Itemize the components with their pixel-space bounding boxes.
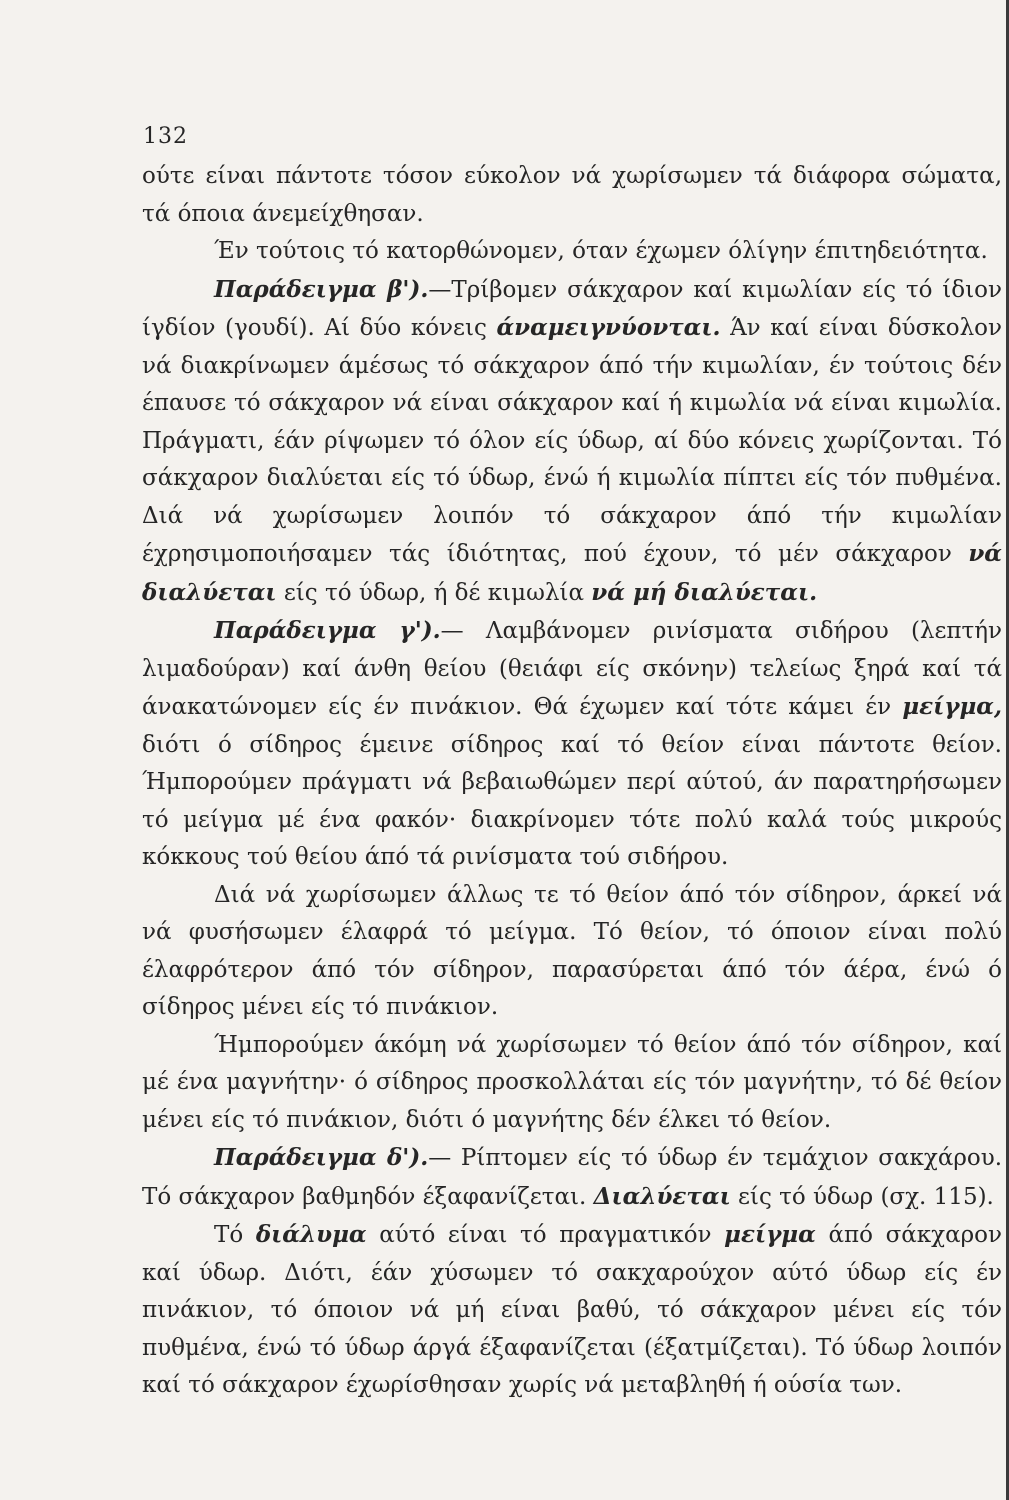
text-run: διότι ό σίδηρος έμεινε σίδηρος καί τό θείον είναι πάντοτε θείον. Ήμπορούμεν πράγματι νά βεβαιωθώμεν περί αύτού, άν παρατηρήσωμεν τό μείγμα μέ ένα φακόν· διακρίνομεν τότε πολύ καλά τούς μικρούς κόκκους τού θείου άπό τά ρινίσματα τού σιδήρου.: [142, 731, 1002, 870]
text-run: Άν καί είναι δύσκολον νά διακρίνωμεν άμέσως τό σάκχαρον άπό τήν κιμωλίαν, έν τούτοις δέν έπαυσε τό σάκχαρον νά είναι σάκχαρον καί ή κιμωλία νά είναι κιμωλία. Πράγματι, έάν ρίψωμεν τό όλον είς ύδωρ, αί δύο κόνεις χωρίζονται. Τό σάκχαρον διαλύεται είς τό ύδωρ, ένώ ή κιμωλία πίπτει είς τόν πυθμένα. Διά νά χωρίσωμεν λοιπόν τό σάκχαρον άπό τήν κιμωλίαν έχρησιμοποιήσαμεν τάς ίδιότητας, πού έχουν, τό μέν σάκχαρον: [142, 315, 1002, 567]
body-text: [142, 158, 1002, 1405]
text-run: Έν τούτοις τό κατορθώνομεν, όταν έχωμεν όλίγην έπιτηδειότητα.: [214, 238, 988, 264]
emphasis: Διαλύεται: [593, 1182, 731, 1210]
paragraph: [142, 612, 1002, 877]
text-run: είς τό ύδωρ, ή δέ κιμωλία: [276, 579, 592, 606]
paragraph: [142, 1216, 1002, 1405]
paragraph: [142, 233, 1002, 271]
emphasis: άναμειγνύονται.: [496, 314, 721, 341]
text-run: είς τό ύδωρ (σχ. 115).: [730, 1183, 994, 1210]
paragraph: [142, 877, 1002, 1027]
paragraph: [142, 158, 1002, 233]
text-run: αύτό είναι τό πραγματικόν: [366, 1222, 725, 1248]
emphasis: μείγμα,: [902, 693, 1002, 720]
text-run: —Τρίβομεν σάκχαρον καί κιμωλίαν είς τό ίδιον ίγδίον (γουδί). Αί δύο κόνεις: [142, 276, 1003, 341]
emphasis: μείγμα: [724, 1221, 816, 1248]
text-run: Ήμπορούμεν άκόμη νά χωρίσωμεν τό θείον άπό τόν σίδηρον, καί μέ ένα μαγνήτην· ό σίδηρος προσκολλάται είς τόν μαγνήτην, τό δέ θείον μένει είς τό πινάκιον, διότι ό μαγνήτης δέν έλκει τό θείον.: [142, 1031, 1002, 1133]
text-run: Διά νά χωρίσωμεν άλλως τε τό θείον άπό τόν σίδηρον, άρκεί νά νά φυσήσωμεν έλαφρά τό μείγμα. Τό θείον, τό όποιον είναι πολύ έλαφρότερον άπό τόν σίδηρον, παρασύρεται άπό τόν άέρα, ένώ ό σίδηρος μένει είς τό πινάκιον.: [142, 881, 1002, 1020]
text-run: Τό: [214, 1222, 256, 1248]
paragraph: [142, 1139, 1002, 1216]
paragraph: [142, 271, 1002, 613]
example-heading: Παράδειγμα δ').: [214, 1144, 429, 1171]
paragraph: [142, 1027, 1002, 1140]
text-run: άπό σάκχαρον καί ύδωρ. Διότι, έάν χύσωμεν τό σακχαρούχον αύτό ύδωρ είς έν πινάκιον, τό όποιον νά μή είναι βαθύ, τό σάκχαρον μένει είς τόν πυθμένα, ένώ τό ύδωρ άργά έξαφανίζεται (έξατμίζεται). Τό ύδωρ λοιπόν καί τό σάκχαρον έχωρίσθησαν χωρίς νά μεταβληθή ή ούσία των.: [142, 1222, 1003, 1398]
page-number: 132: [143, 124, 188, 149]
text-run: — Λαμβάνομεν ρινίσματα σιδήρου (λεπτήν λιμαδούραν) καί άνθη θείου (θειάφι είς σκόνην) τελείως ξηρά καί τά άνακατώνομεν είς έν πινάκιον. Θά έχωμεν καί τότε κάμει έν: [142, 618, 1003, 720]
text-run: ούτε είναι πάντοτε τόσον εύκολον νά χωρίσωμεν τά διάφορα σώματα, τά όποια άνεμείχθησαν.: [142, 163, 1002, 227]
emphasis: νά μή διαλύεται.: [591, 578, 818, 606]
emphasis: νά διαλύεται: [142, 540, 1002, 606]
example-heading: Παράδειγμα β').: [214, 275, 429, 303]
emphasis: διάλυμα: [255, 1221, 367, 1248]
text-run: — Ρίπτομεν είς τό ύδωρ έν τεμάχιον σακχάρου. Τό σάκχαρον βαθμηδόν έξαφανίζεται.: [142, 1145, 1003, 1210]
example-heading: Παράδειγμα γ').: [214, 617, 441, 644]
